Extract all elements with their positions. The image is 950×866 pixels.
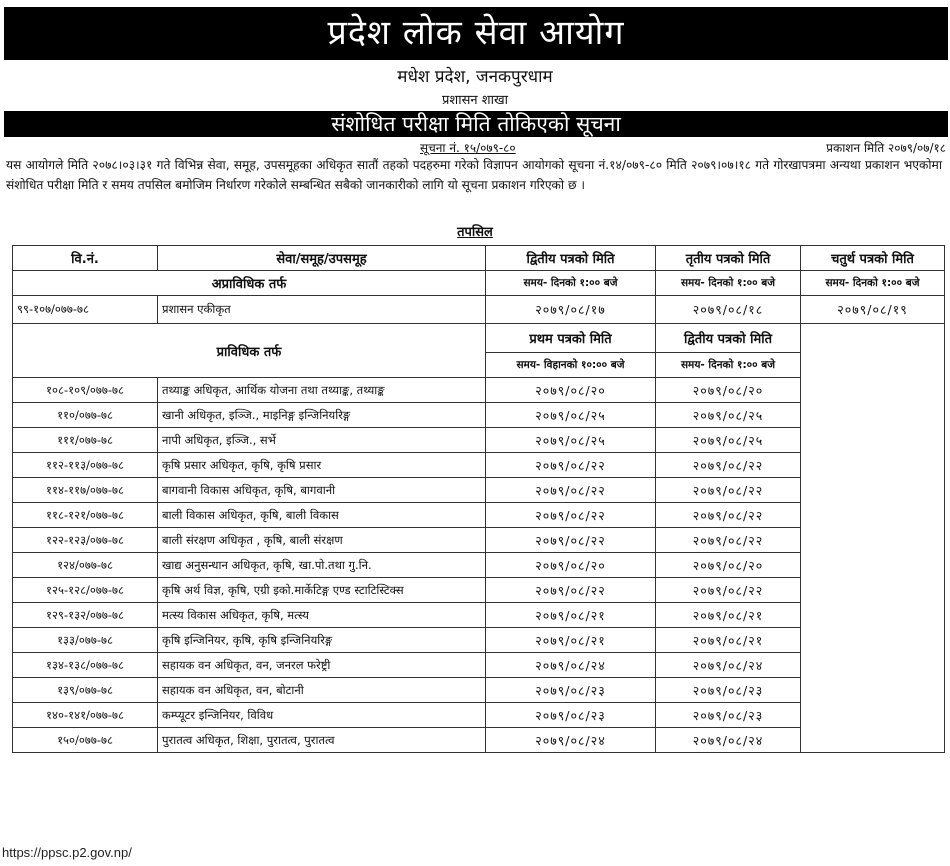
exam-schedule-table (12, 245, 945, 753)
table-row (13, 296, 945, 324)
paper1-date: २०७९/०८/२३ (486, 703, 656, 728)
header-tech-paper2: द्वितीय पत्रको मिति (656, 324, 801, 353)
time-tech-paper2: समय- दिनको १:०० बजे (656, 353, 801, 378)
service-name: सहायक वन अधिकृत, वन, बोटानी (158, 678, 486, 703)
paper3-date: २०७९/०८/१८ (656, 296, 801, 324)
paper4-date: २०७९/०८/१९ (801, 296, 945, 324)
paper2-date: २०७९/०८/१७ (486, 296, 656, 324)
service-name: खानी अधिकृत, इञ्जि., माइनिङ्ग इन्जिनियरिङ्ग (158, 403, 486, 428)
header-paper2: द्वितीय पत्रको मिति (486, 246, 656, 271)
paper1-date: २०७९/०८/२५ (486, 403, 656, 428)
adv-no: ११८-१२१/०७७-७८ (13, 503, 158, 528)
adv-no: १२४/०७७-७८ (13, 553, 158, 578)
time-tech-paper1: समय- विहानको १०:०० बजे (486, 353, 656, 378)
website-url[interactable]: https://ppsc.p2.gov.np/ (2, 845, 132, 860)
service-name: कृषि प्रसार अधिकृत, कृषि, कृषि प्रसार (158, 453, 486, 478)
paper2-date: २०७९/०८/२४ (656, 728, 801, 753)
service-name: कृषि इन्जिनियर, कृषि, कृषि इन्जिनियरिङ्ग (158, 628, 486, 653)
adv-no: ९९-१०७/०७७-७८ (13, 296, 158, 324)
adv-no: १३३/०७७-७८ (13, 628, 158, 653)
paper2-date: २०७९/०८/२२ (656, 528, 801, 553)
service-name: बाली संरक्षण अधिकृत , कृषि, बाली संरक्षण (158, 528, 486, 553)
notice-heading-banner (4, 111, 948, 137)
paper1-date: २०७९/०८/२२ (486, 528, 656, 553)
paper1-date: २०७९/०८/२० (486, 378, 656, 403)
paper2-date: २०७९/०८/२२ (656, 503, 801, 528)
adv-no: १०८-१०९/०७७-७८ (13, 378, 158, 403)
paper1-date: २०७९/०८/२० (486, 553, 656, 578)
paper2-date: २०७९/०८/२२ (656, 578, 801, 603)
notice-heading: संशोधित परीक्षा मिति तोकिएको सूचना (331, 112, 621, 136)
adv-no: ११०/०७७-७८ (13, 403, 158, 428)
technical-label: प्राविधिक तर्फ (13, 324, 486, 378)
paper1-date: २०७९/०८/२२ (486, 578, 656, 603)
service-name: खाद्य अनुसन्धान अधिकृत, कृषि, खा.पो.तथा गु.नि. (158, 553, 486, 578)
paper2-date: २०७९/०८/२१ (656, 603, 801, 628)
adv-no: १२९-१३२/०७७-७८ (13, 603, 158, 628)
service-name: बागवानी विकास अधिकृत, कृषि, बागवानी (158, 478, 486, 503)
service-name: सहायक वन अधिकृत, वन, जनरल फरेष्ट्री (158, 653, 486, 678)
paper1-date: २०७९/०८/२३ (486, 678, 656, 703)
paper2-date: २०७९/०८/२२ (656, 478, 801, 503)
time-paper2: समय- दिनको १:०० बजे (486, 271, 656, 296)
paper2-date: २०७९/०८/२३ (656, 703, 801, 728)
paper1-date: २०७९/०८/२१ (486, 603, 656, 628)
paper1-date: २०७९/०८/२१ (486, 628, 656, 653)
paper1-date: २०७९/०८/२५ (486, 428, 656, 453)
table-header-row (13, 246, 945, 271)
paper1-date: २०७९/०८/२२ (486, 453, 656, 478)
notice-paragraph: यस आयोगले मिति २०७८।०३।३१ गते विभिन्न सेवा, समूह, उपसमूहका अधिकृत सातौं तहको पदहरुमा गरेको विज्ञापन आयोगको सूचना नं.१४/०७९-८० मिति २०७९।०७।१८ गते गोरखापत्रमा अन्यथा प्रकाशन भएकोमा संशोधित परीक्षा मिति र समय तपसिल बमोजिम निर्धारण गरेकोले सम्बन्धित सबैको जानकारीको लागि यो सूचना प्रकाशन गरिएको छ । (6, 158, 942, 192)
paper2-date: २०७९/०८/२५ (656, 403, 801, 428)
paper2-date: २०७९/०८/२१ (656, 628, 801, 653)
province-name: मधेश प्रदेश, जनकपुरधाम (397, 67, 553, 87)
commission-title-banner (4, 7, 948, 60)
adv-no: १३९/०७७-७८ (13, 678, 158, 703)
paper1-date: २०७९/०८/२२ (486, 478, 656, 503)
adv-no: १५०/०७७-७८ (13, 728, 158, 753)
commission-title: प्रदेश लोक सेवा आयोग (327, 13, 625, 53)
non-technical-label: अप्राविधिक तर्फ (13, 271, 486, 296)
adv-no: १११/०७७-७८ (13, 428, 158, 453)
time-paper4: समय- दिनको १:०० बजे (801, 271, 945, 296)
service-name: बाली विकास अधिकृत, कृषि, बाली विकास (158, 503, 486, 528)
schedule-label: तपसिल (457, 225, 493, 240)
header-adv-no: वि.नं. (13, 246, 158, 271)
paper1-date: २०७९/०८/२४ (486, 653, 656, 678)
paper2-date: २०७९/०८/२२ (656, 453, 801, 478)
service-name: मत्स्य विकास अधिकृत, कृषि, मत्स्य (158, 603, 486, 628)
empty-column-cell (801, 324, 945, 753)
header-tech-paper1: प्रथम पत्रको मिति (486, 324, 656, 353)
time-paper3: समय- दिनको १:०० बजे (656, 271, 801, 296)
header-paper3: तृतीय पत्रको मिति (656, 246, 801, 271)
paper1-date: २०७९/०८/२२ (486, 503, 656, 528)
service-name: पुरातत्व अधिकृत, शिक्षा, पुरातत्व, पुरातत्व (158, 728, 486, 753)
adv-no: १३४-१३८/०७७-७८ (13, 653, 158, 678)
service-name: नापी अधिकृत, इञ्जि., सर्भे (158, 428, 486, 453)
technical-header-row (13, 324, 945, 353)
non-technical-time-row (13, 271, 945, 296)
adv-no: ११४-११७/०७७-७८ (13, 478, 158, 503)
adv-no: १२२-१२३/०७७-७८ (13, 528, 158, 553)
service-name: प्रशासन एकीकृत (158, 296, 486, 324)
notice-number: सूचना नं. १५/०७९-८० (420, 141, 516, 155)
adv-no: १२५-१२८/०७७-७८ (13, 578, 158, 603)
header-paper4: चतुर्थ पत्रको मिति (801, 246, 945, 271)
publication-date: प्रकाशन मिति २०७९/०७/१८ (826, 141, 946, 155)
service-name: कृषि अर्थ विज्ञ, कृषि, एग्री इको.मार्केटिङ्ग एण्ड स्टाटिस्टिक्स (158, 578, 486, 603)
service-name: तथ्याङ्क अधिकृत, आर्थिक योजना तथा तथ्याङ्क, तथ्याङ्क (158, 378, 486, 403)
adv-no: १४०-१४१/०७७-७८ (13, 703, 158, 728)
header-service: सेवा/समूह/उपसमूह (158, 246, 486, 271)
paper1-date: २०७९/०८/२४ (486, 728, 656, 753)
adv-no: ११२-११३/०७७-७८ (13, 453, 158, 478)
paper2-date: २०७९/०८/२४ (656, 653, 801, 678)
paper2-date: २०७९/०८/२५ (656, 428, 801, 453)
paper2-date: २०७९/०८/२३ (656, 678, 801, 703)
branch-name: प्रशासन शाखा (442, 93, 508, 108)
service-name: कम्प्यूटर इन्जिनियर, विविध (158, 703, 486, 728)
paper2-date: २०७९/०८/२० (656, 553, 801, 578)
paper2-date: २०७९/०८/२० (656, 378, 801, 403)
